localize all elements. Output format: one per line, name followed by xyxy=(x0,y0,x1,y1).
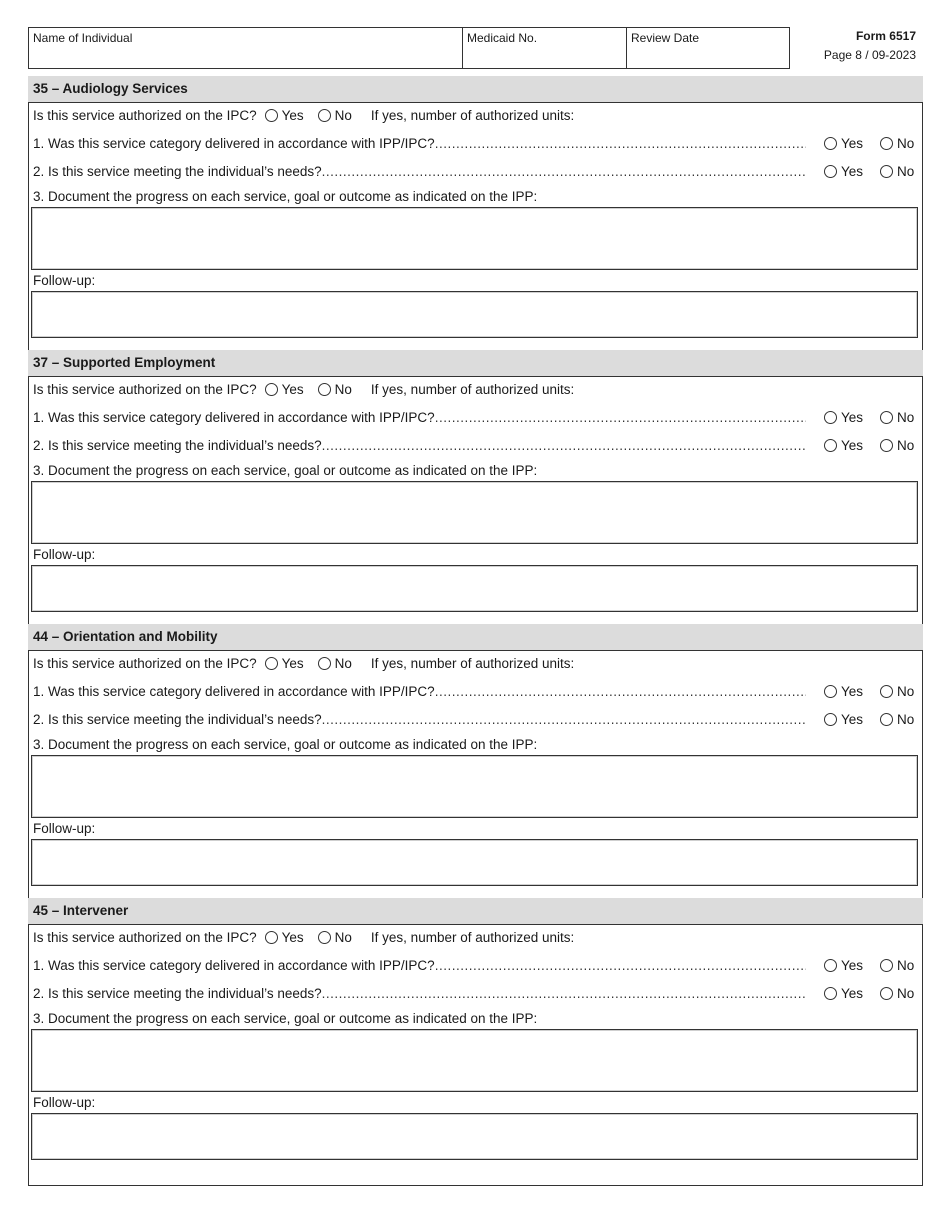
no-label: No xyxy=(334,929,352,945)
question-3-row xyxy=(33,460,918,480)
question-1-text: 1. Was this service category delivered in accordance with IPP/IPC? xyxy=(33,409,435,425)
question-1-text: 1. Was this service category delivered in accordance with IPP/IPC? xyxy=(33,683,435,699)
q1-yes-radio[interactable] xyxy=(824,411,837,424)
authorized-no-radio[interactable] xyxy=(318,383,331,396)
q1-yes-radio[interactable] xyxy=(824,959,837,972)
q2-yes-radio[interactable] xyxy=(824,713,837,726)
yes-label: Yes xyxy=(841,163,864,179)
medicaid-number-field[interactable] xyxy=(462,28,626,68)
q2-yes-radio[interactable] xyxy=(824,165,837,178)
q1-no-radio[interactable] xyxy=(880,411,893,424)
authorized-row xyxy=(33,653,918,673)
no-label: No xyxy=(334,655,352,671)
q2-no-radio[interactable] xyxy=(880,713,893,726)
dot-leader xyxy=(322,712,806,727)
q2-no-radio[interactable] xyxy=(880,165,893,178)
authorized-units-label: If yes, number of authorized units: xyxy=(370,655,575,671)
dot-leader xyxy=(322,986,806,1001)
yes-label: Yes xyxy=(841,409,864,425)
question-2-text: 2. Is this service meeting the individual’s needs? xyxy=(33,711,322,727)
q1-yes-radio[interactable] xyxy=(824,685,837,698)
no-label: No xyxy=(897,683,915,699)
service-section xyxy=(28,76,923,364)
follow-up-row xyxy=(33,544,918,564)
authorized-units-label: If yes, number of authorized units: xyxy=(370,929,575,945)
follow-up-textarea[interactable] xyxy=(31,291,918,338)
section-body xyxy=(28,650,923,912)
service-section xyxy=(28,350,923,638)
question-1-row xyxy=(33,133,918,153)
q2-no-radio[interactable] xyxy=(880,439,893,452)
question-3-text: 3. Document the progress on each service, goal or outcome as indicated on the IPP: xyxy=(33,188,538,204)
header-fields xyxy=(28,27,790,69)
progress-textarea[interactable] xyxy=(31,755,918,818)
section-body xyxy=(28,376,923,638)
yes-label: Yes xyxy=(841,957,864,973)
dot-leader xyxy=(435,410,806,425)
section-title: 44 – Orientation and Mobility xyxy=(28,624,923,650)
q2-yes-radio[interactable] xyxy=(824,987,837,1000)
form-number: Form 6517 xyxy=(855,29,916,43)
question-2-row xyxy=(33,161,918,181)
question-3-text: 3. Document the progress on each service, goal or outcome as indicated on the IPP: xyxy=(33,736,538,752)
follow-up-textarea[interactable] xyxy=(31,1113,918,1160)
follow-up-row xyxy=(33,818,918,838)
authorized-yes-radio[interactable] xyxy=(265,657,278,670)
section-title: 45 – Intervener xyxy=(28,898,923,924)
section-title: 37 – Supported Employment xyxy=(28,350,923,376)
authorized-yes-radio[interactable] xyxy=(265,383,278,396)
no-label: No xyxy=(334,107,352,123)
question-2-row xyxy=(33,435,918,455)
section-title: 35 – Audiology Services xyxy=(28,76,923,102)
authorized-no-radio[interactable] xyxy=(318,931,331,944)
review-date-label: Review Date xyxy=(631,31,700,45)
no-label: No xyxy=(897,957,915,973)
question-1-row xyxy=(33,407,918,427)
q2-yes-radio[interactable] xyxy=(824,439,837,452)
follow-up-row xyxy=(33,270,918,290)
name-of-individual-label: Name of Individual xyxy=(33,31,133,45)
question-2-text: 2. Is this service meeting the individual’s needs? xyxy=(33,163,322,179)
question-3-row xyxy=(33,1008,918,1028)
follow-up-textarea[interactable] xyxy=(31,839,918,886)
no-label: No xyxy=(897,985,915,1001)
review-date-field[interactable] xyxy=(626,28,789,68)
question-2-text: 2. Is this service meeting the individual’s needs? xyxy=(33,985,322,1001)
q1-no-radio[interactable] xyxy=(880,137,893,150)
yes-label: Yes xyxy=(841,683,864,699)
no-label: No xyxy=(334,381,352,397)
dot-leader xyxy=(435,684,806,699)
dot-leader xyxy=(322,438,806,453)
follow-up-label: Follow-up: xyxy=(33,820,96,836)
authorized-question: Is this service authorized on the IPC? xyxy=(33,655,257,671)
section-body xyxy=(28,924,923,1186)
follow-up-label: Follow-up: xyxy=(33,546,96,562)
question-2-row xyxy=(33,983,918,1003)
authorized-units-label: If yes, number of authorized units: xyxy=(370,381,575,397)
question-3-row xyxy=(33,186,918,206)
authorized-no-radio[interactable] xyxy=(318,657,331,670)
no-label: No xyxy=(897,437,915,453)
question-2-row xyxy=(33,709,918,729)
authorized-units-label: If yes, number of authorized units: xyxy=(370,107,575,123)
no-label: No xyxy=(897,711,915,727)
yes-label: Yes xyxy=(841,985,864,1001)
dot-leader xyxy=(435,958,806,973)
yes-label: Yes xyxy=(841,437,864,453)
section-body xyxy=(28,102,923,364)
q1-no-radio[interactable] xyxy=(880,959,893,972)
follow-up-row xyxy=(33,1092,918,1112)
yes-label: Yes xyxy=(281,655,304,671)
yes-label: Yes xyxy=(281,107,304,123)
service-section xyxy=(28,898,923,1186)
authorized-row xyxy=(33,927,918,947)
authorized-yes-radio[interactable] xyxy=(265,109,278,122)
question-1-text: 1. Was this service category delivered in accordance with IPP/IPC? xyxy=(33,135,435,151)
yes-label: Yes xyxy=(841,135,864,151)
authorized-question: Is this service authorized on the IPC? xyxy=(33,929,257,945)
service-section xyxy=(28,624,923,912)
follow-up-label: Follow-up: xyxy=(33,1094,96,1110)
question-1-row xyxy=(33,955,918,975)
no-label: No xyxy=(897,163,915,179)
question-3-text: 3. Document the progress on each service, goal or outcome as indicated on the IPP: xyxy=(33,1010,538,1026)
yes-label: Yes xyxy=(281,929,304,945)
q1-yes-radio[interactable] xyxy=(824,137,837,150)
dot-leader xyxy=(322,164,806,179)
dot-leader xyxy=(435,136,806,151)
authorized-row xyxy=(33,105,918,125)
question-1-row xyxy=(33,681,918,701)
question-1-text: 1. Was this service category delivered in accordance with IPP/IPC? xyxy=(33,957,435,973)
form-identifier xyxy=(824,27,916,65)
progress-textarea[interactable] xyxy=(31,207,918,270)
authorized-yes-radio[interactable] xyxy=(265,931,278,944)
progress-textarea[interactable] xyxy=(31,481,918,544)
question-3-row xyxy=(33,734,918,754)
authorized-question: Is this service authorized on the IPC? xyxy=(33,107,257,123)
medicaid-number-label: Medicaid No. xyxy=(467,31,538,45)
page-info: Page 8 / 09-2023 xyxy=(823,48,916,62)
progress-textarea[interactable] xyxy=(31,1029,918,1092)
follow-up-textarea[interactable] xyxy=(31,565,918,612)
no-label: No xyxy=(897,409,915,425)
no-label: No xyxy=(897,135,915,151)
yes-label: Yes xyxy=(281,381,304,397)
name-of-individual-field[interactable] xyxy=(29,28,462,68)
authorized-no-radio[interactable] xyxy=(318,109,331,122)
authorized-question: Is this service authorized on the IPC? xyxy=(33,381,257,397)
question-3-text: 3. Document the progress on each service, goal or outcome as indicated on the IPP: xyxy=(33,462,538,478)
question-2-text: 2. Is this service meeting the individual’s needs? xyxy=(33,437,322,453)
follow-up-label: Follow-up: xyxy=(33,272,96,288)
authorized-row xyxy=(33,379,918,399)
q2-no-radio[interactable] xyxy=(880,987,893,1000)
q1-no-radio[interactable] xyxy=(880,685,893,698)
yes-label: Yes xyxy=(841,711,864,727)
